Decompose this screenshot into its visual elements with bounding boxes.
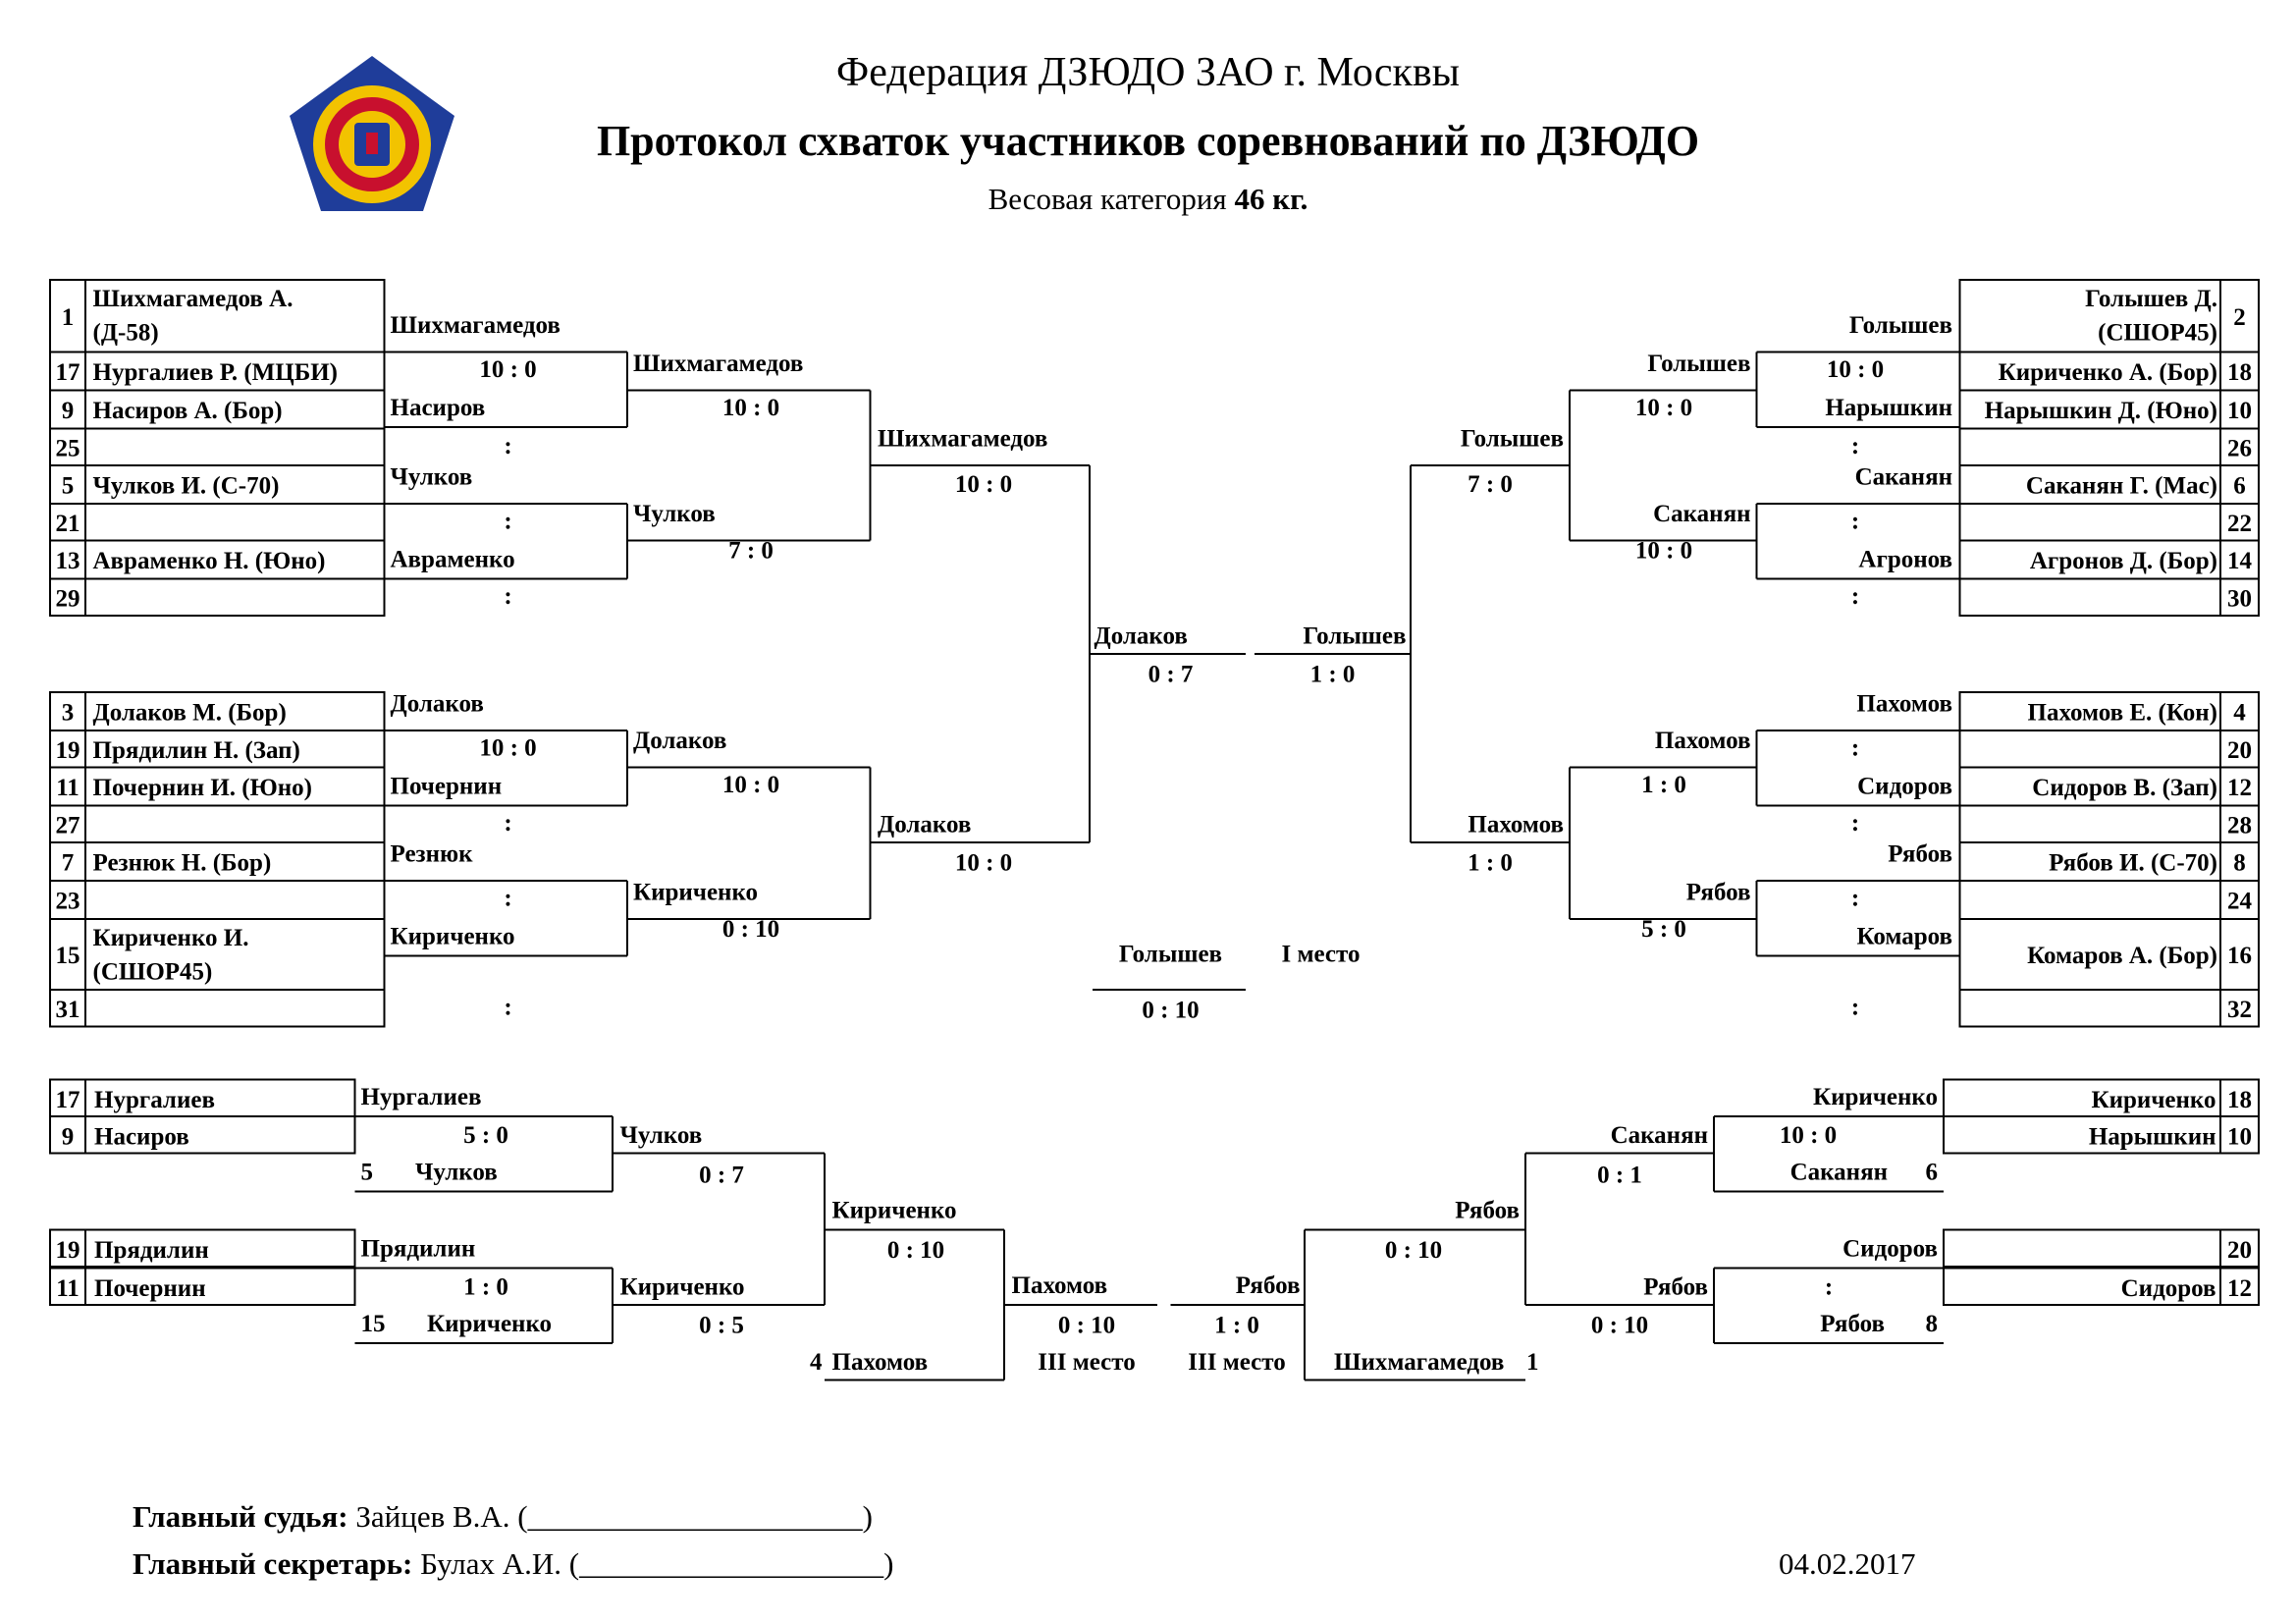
participant-name: Нарышкин Д. (Юно) xyxy=(1984,398,2217,424)
chief-secretary-label: Главный секретарь: xyxy=(133,1546,413,1581)
repechage-number: 12 xyxy=(2227,1275,2252,1302)
match-score: 10 : 0 xyxy=(1779,1122,1838,1149)
repechage-number: 5 xyxy=(360,1159,373,1186)
participant-name-cell xyxy=(1960,504,2221,541)
protocol-date: 04.02.2017 xyxy=(1779,1546,1916,1581)
match-winner: Кириченко xyxy=(390,923,515,950)
repechage-name: Саканян xyxy=(1789,1159,1888,1186)
match-winner: Почернин xyxy=(390,773,503,800)
match-winner: Резнюк xyxy=(390,840,473,868)
participant-name: Резнюк Н. (Бор) xyxy=(92,849,272,877)
participant-number: 1 xyxy=(61,303,75,331)
protocol-title: Протокол схваток участников соревнований по ДЗЮДО xyxy=(596,117,1700,165)
match-score: : xyxy=(504,885,512,912)
participant-name: Долаков М. (Бор) xyxy=(92,699,287,727)
participant-number: 19 xyxy=(55,736,80,764)
match-score: : xyxy=(1850,734,1860,762)
participant-name-cell xyxy=(1960,730,2221,768)
match-winner: Шихмагамедов xyxy=(878,425,1048,453)
participant-name: Голышев Д. xyxy=(2085,286,2217,312)
match-score: : xyxy=(1850,583,1860,610)
participant-name: Рябов И. (С-70) xyxy=(2049,849,2217,877)
participant-number: 32 xyxy=(2227,996,2252,1023)
participant-number: 16 xyxy=(2227,943,2252,969)
match-winner: Авраменко xyxy=(390,546,515,573)
match-score: 0 : 1 xyxy=(1597,1162,1642,1189)
participant-name: Саканян Г. (Мас) xyxy=(2025,472,2217,500)
participant-number: 18 xyxy=(2227,359,2252,386)
match-score: : xyxy=(504,433,512,460)
chief-judge-name: Зайцев В.А. xyxy=(355,1499,510,1534)
participant-name: Почернин И. (Юно) xyxy=(92,775,313,801)
match-winner: Рябов xyxy=(1888,840,1952,868)
match-winner: Чулков xyxy=(390,463,473,491)
chief-judge xyxy=(133,1499,873,1535)
semifinal-score: 0 : 7 xyxy=(1148,661,1194,688)
repechage-number: 8 xyxy=(1925,1311,1938,1337)
repechage-name: Кириченко xyxy=(427,1311,553,1337)
final-score: 0 : 10 xyxy=(1142,997,1200,1024)
repechage-number: 17 xyxy=(55,1087,80,1113)
match-score: 0 : 7 xyxy=(699,1162,744,1189)
participant-number: 21 xyxy=(55,510,80,537)
participant-name: Кириченко И. xyxy=(92,925,249,951)
participant-name: Авраменко Н. (Юно) xyxy=(92,548,326,574)
match-score: : xyxy=(504,810,512,837)
bronze-score: 0 : 10 xyxy=(1057,1312,1116,1339)
participant-number: 5 xyxy=(61,472,75,500)
match-winner: Насиров xyxy=(390,395,486,421)
match-score: 7 : 0 xyxy=(1468,471,1513,498)
participant-club: (СШОР45) xyxy=(92,958,213,986)
match-winner: Кириченко xyxy=(633,879,759,906)
match-score: 10 : 0 xyxy=(479,734,537,762)
match-winner: Голышев xyxy=(1647,351,1751,377)
match-score: 5 : 0 xyxy=(463,1122,508,1149)
participant-name: Сидоров В. (Зап) xyxy=(2032,775,2217,801)
match-winner: Саканян xyxy=(1854,463,1952,491)
match-winner: Чулков xyxy=(619,1122,703,1149)
bronze-place: III место xyxy=(1188,1349,1286,1376)
match-score: 1 : 0 xyxy=(463,1273,508,1301)
match-score: 5 : 0 xyxy=(1641,916,1686,943)
match-score: 10 : 0 xyxy=(479,356,537,383)
participant-club: (Д-58) xyxy=(92,319,159,347)
match-score: 1 : 0 xyxy=(1641,772,1686,798)
match-winner: Кириченко xyxy=(1812,1084,1938,1110)
participant-name-cell xyxy=(1960,579,2221,617)
final-winner: Голышев xyxy=(1118,941,1223,968)
participant-number: 22 xyxy=(2227,510,2252,537)
match-winner: Голышев xyxy=(1848,312,1952,339)
match-score: 10 : 0 xyxy=(1826,356,1885,383)
participant-number: 26 xyxy=(2227,435,2252,462)
participant-name-cell xyxy=(1960,806,2221,843)
repechage-name: Пахомов xyxy=(831,1349,929,1376)
participant-number: 31 xyxy=(55,996,80,1023)
participant-number: 15 xyxy=(55,943,80,969)
match-score: 10 : 0 xyxy=(954,471,1013,498)
match-score: : xyxy=(1824,1273,1834,1301)
match-winner: Комаров xyxy=(1856,923,1952,950)
match-score: 10 : 0 xyxy=(1634,395,1693,421)
participant-name: Прядилин Н. (Зап) xyxy=(92,736,300,764)
participant-number: 13 xyxy=(55,548,80,574)
match-score: 10 : 0 xyxy=(721,395,780,421)
match-winner: Рябов xyxy=(1643,1273,1708,1301)
match-winner: Нургалиев xyxy=(360,1084,482,1110)
participant-number: 20 xyxy=(2227,736,2252,764)
repechage-number: 18 xyxy=(2227,1087,2252,1113)
participant-name-cell xyxy=(85,429,385,466)
repechage-number: 10 xyxy=(2227,1123,2252,1151)
participant-name: Чулков И. (С-70) xyxy=(92,472,280,500)
match-winner: Голышев xyxy=(1460,425,1564,453)
match-score: : xyxy=(1850,508,1860,535)
repechage-name: Сидоров xyxy=(2120,1275,2216,1302)
repechage-name: Насиров xyxy=(94,1123,189,1151)
match-score: : xyxy=(1850,885,1860,912)
repechage-number: 6 xyxy=(1925,1159,1938,1186)
repechage-name: Рябов xyxy=(1820,1311,1885,1337)
repechage-number: 1 xyxy=(1526,1349,1539,1376)
bronze-winner: Рябов xyxy=(1235,1272,1301,1299)
participant-number: 14 xyxy=(2227,548,2252,574)
weight-category-value: 46 кг. xyxy=(1234,182,1308,216)
match-winner: Агронов xyxy=(1858,546,1952,573)
participant-name: Насиров А. (Бор) xyxy=(92,398,283,424)
participant-name: Нургалиев Р. (МЦБИ) xyxy=(92,359,339,386)
match-score: : xyxy=(1850,994,1860,1021)
participant-number: 10 xyxy=(2227,398,2252,424)
participant-number: 9 xyxy=(61,398,75,424)
match-winner: Рябов xyxy=(1455,1197,1520,1224)
participant-number: 30 xyxy=(2227,585,2252,613)
match-winner: Пахомов xyxy=(1856,690,1952,718)
bronze-winner: Пахомов xyxy=(1011,1272,1108,1299)
participant-number: 28 xyxy=(2227,812,2252,839)
repechage-number: 19 xyxy=(55,1237,80,1264)
repechage-name: Нарышкин xyxy=(2088,1123,2216,1151)
match-winner: Рябов xyxy=(1685,879,1751,906)
match-winner: Долаков xyxy=(633,728,727,754)
weight-category-label: Весовая категория xyxy=(988,182,1227,216)
participant-name: Кириченко А. (Бор) xyxy=(1998,359,2217,386)
match-winner: Чулков xyxy=(633,501,716,527)
match-winner: Долаков xyxy=(878,811,972,839)
match-winner: Кириченко xyxy=(831,1197,957,1224)
match-score: : xyxy=(1850,433,1860,460)
match-winner: Шихмагамедов xyxy=(390,312,561,339)
participant-number: 6 xyxy=(2233,472,2246,500)
match-winner: Кириченко xyxy=(619,1273,745,1301)
match-winner: Шихмагамедов xyxy=(633,351,804,377)
participant-name-cell xyxy=(85,881,385,919)
chief-judge-signature: (______________________) xyxy=(517,1499,873,1534)
semifinal-winner: Долаков xyxy=(1094,622,1188,650)
participant-name: Комаров А. (Бор) xyxy=(2027,943,2217,969)
bronze-score: 1 : 0 xyxy=(1214,1312,1259,1339)
participant-number: 8 xyxy=(2233,849,2246,877)
participant-name-cell xyxy=(1960,429,2221,466)
match-winner: Саканян xyxy=(1653,501,1751,527)
match-winner: Пахомов xyxy=(1468,811,1564,839)
federation-title: Федерация ДЗЮДО ЗАО г. Москвы xyxy=(836,50,1460,95)
semifinal-score: 1 : 0 xyxy=(1309,661,1356,688)
repechage-number: 11 xyxy=(56,1275,80,1302)
match-score: : xyxy=(1850,810,1860,837)
match-score: : xyxy=(504,994,512,1021)
repechage-name: Почернин xyxy=(94,1275,206,1302)
participant-name-cell xyxy=(85,990,385,1027)
participant-number: 29 xyxy=(55,585,80,613)
participant-name: Агронов Д. (Бор) xyxy=(2029,548,2217,574)
participant-name-cell xyxy=(1960,990,2221,1027)
match-winner: Саканян xyxy=(1610,1122,1708,1149)
participant-number: 23 xyxy=(55,888,80,915)
participant-name: Шихмагамедов А. xyxy=(92,286,294,312)
match-score: 0 : 10 xyxy=(886,1237,945,1264)
chief-secretary xyxy=(133,1546,893,1582)
repechage-name: Прядилин xyxy=(94,1237,209,1264)
participant-name-cell xyxy=(85,806,385,843)
match-winner: Прядилин xyxy=(360,1235,476,1263)
match-score: 0 : 5 xyxy=(699,1312,744,1339)
match-winner: Сидоров xyxy=(1842,1235,1938,1263)
match-score: : xyxy=(504,583,512,610)
repechage-name: Нургалиев xyxy=(94,1087,215,1113)
match-winner: Нарышкин xyxy=(1825,395,1952,421)
participant-club: (СШОР45) xyxy=(2098,319,2217,347)
participant-number: 4 xyxy=(2233,699,2246,727)
repechage-name: Шихмагамедов xyxy=(1334,1349,1505,1376)
chief-secretary-name: Булах А.И. xyxy=(420,1546,562,1581)
repechage-number: 4 xyxy=(810,1349,823,1376)
chief-judge-label: Главный судья: xyxy=(133,1499,348,1534)
match-score: 0 : 10 xyxy=(721,916,780,943)
match-winner: Сидоров xyxy=(1857,773,1952,800)
participant-number: 25 xyxy=(55,435,80,462)
final-place: I место xyxy=(1281,941,1361,968)
participant-name-cell xyxy=(1960,881,2221,919)
participant-number: 11 xyxy=(56,775,80,801)
participant-name-cell xyxy=(85,504,385,541)
match-score: 10 : 0 xyxy=(1634,537,1693,565)
repechage-number: 15 xyxy=(360,1311,386,1337)
repechage-number: 9 xyxy=(61,1123,75,1151)
semifinal-winner: Голышев xyxy=(1303,622,1407,650)
match-winner: Пахомов xyxy=(1654,728,1751,754)
participant-number: 2 xyxy=(2233,303,2246,331)
bronze-place: III место xyxy=(1038,1349,1136,1376)
match-score: : xyxy=(504,508,512,535)
participant-number: 12 xyxy=(2227,775,2252,801)
repechage-name: Кириченко xyxy=(2091,1087,2216,1113)
match-score: 0 : 10 xyxy=(1384,1237,1443,1264)
match-score: 0 : 10 xyxy=(1590,1312,1649,1339)
match-score: 10 : 0 xyxy=(721,772,780,798)
match-score: 10 : 0 xyxy=(954,849,1013,877)
participant-number: 3 xyxy=(61,699,75,727)
participant-number: 27 xyxy=(55,812,80,839)
participant-name-cell xyxy=(85,579,385,617)
repechage-number: 20 xyxy=(2227,1237,2252,1264)
participant-name: Пахомов Е. (Кон) xyxy=(2027,699,2217,727)
chief-secretary-signature: (____________________) xyxy=(568,1546,894,1581)
match-score: 7 : 0 xyxy=(728,537,774,565)
participant-number: 17 xyxy=(55,359,80,386)
participant-number: 24 xyxy=(2227,888,2252,915)
repechage-name-cell xyxy=(1944,1230,2220,1268)
participant-number: 7 xyxy=(61,849,75,877)
repechage-name: Чулков xyxy=(415,1159,498,1186)
match-winner: Долаков xyxy=(390,690,484,718)
match-score: 1 : 0 xyxy=(1468,849,1513,877)
